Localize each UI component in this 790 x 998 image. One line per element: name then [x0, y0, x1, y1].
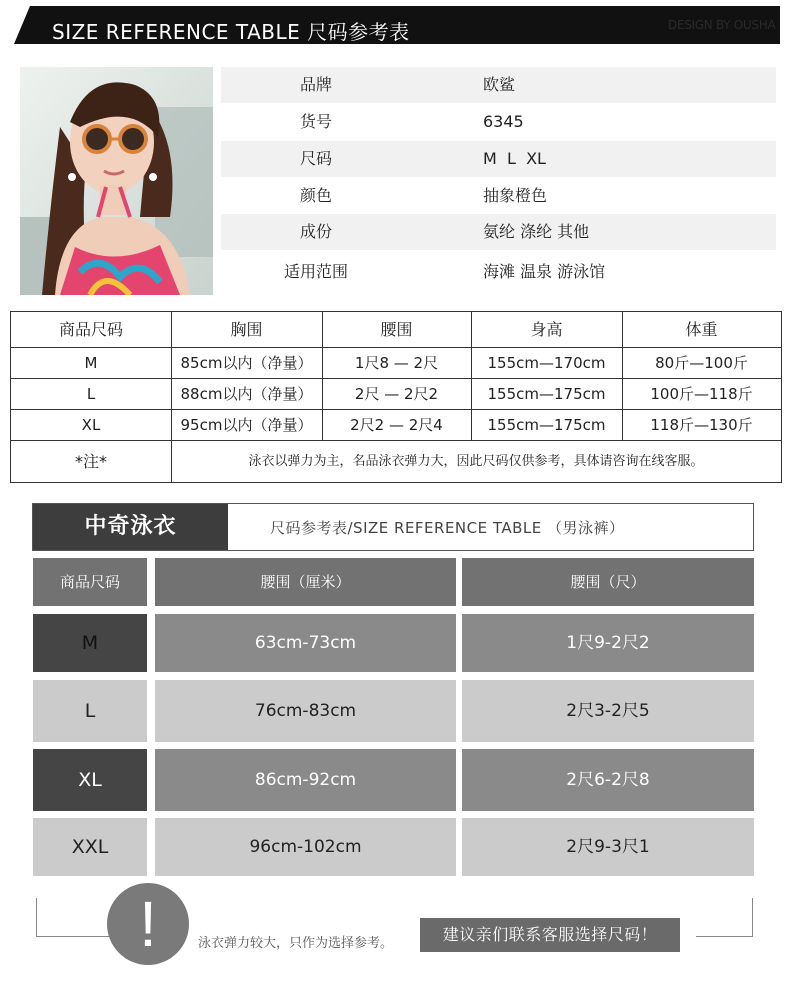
info-row-sizes	[221, 141, 776, 177]
info-label: 尺码	[299, 149, 332, 168]
table-cell: 88cm以内（净量）	[180, 385, 313, 403]
table-header: 胸围	[230, 320, 263, 339]
exclamation-mark: !	[139, 888, 157, 960]
bracket-line	[36, 898, 37, 936]
info-row-color	[221, 178, 776, 214]
note-label: *注*	[74, 452, 107, 471]
info-value: 6345	[483, 112, 524, 131]
contact-service-banner: 建议亲们联系客服选择尺码！	[420, 918, 680, 952]
table-cell: 1尺8 — 2尺	[354, 354, 439, 372]
size-table	[10, 311, 782, 483]
swim-size-cell: XXL	[33, 818, 147, 876]
table-cell: 155cm—175cm	[487, 385, 606, 403]
info-value: 氨纶 涤纶 其他	[483, 222, 590, 241]
table-cell: XL	[81, 416, 101, 434]
table-cell: 2尺 — 2尺2	[354, 385, 439, 403]
table-cell: 100斤—118斤	[650, 385, 753, 403]
swim-table-header: 腰围（厘米）	[155, 558, 456, 606]
swim-cell: 2尺6-2尺8	[462, 749, 754, 811]
swim-cell: 1尺9-2尺2	[462, 614, 754, 672]
table-cell: 80斤—100斤	[655, 354, 748, 372]
design-credit: DESIGN BY OUSHA	[668, 18, 776, 32]
table-header: 身高	[530, 320, 563, 339]
table-cell: 118斤—130斤	[650, 416, 753, 434]
info-label: 适用范围	[283, 262, 348, 281]
swim-size-cell: XL	[33, 749, 147, 811]
table-header: 体重	[685, 320, 718, 339]
info-value: 抽象橙色	[483, 186, 548, 205]
bracket-line	[696, 936, 753, 937]
swim-cell: 2尺3-2尺5	[462, 680, 754, 742]
table-header: 商品尺码	[58, 320, 123, 339]
bracket-line	[752, 898, 753, 936]
page-title: SIZE REFERENCE TABLE 尺码参考表	[52, 20, 410, 44]
model-photo	[20, 67, 213, 295]
swim-table-header: 商品尺码	[33, 558, 147, 606]
bracket-line	[36, 936, 116, 937]
swim-size-cell: M	[33, 614, 147, 672]
swim-size-cell: L	[33, 680, 147, 742]
swim-cell: 96cm-102cm	[155, 818, 456, 876]
info-value: M L XL	[483, 149, 546, 168]
table-cell: 155cm—175cm	[487, 416, 606, 434]
swim-cell: 63cm-73cm	[155, 614, 456, 672]
swim-cell: 76cm-83cm	[155, 680, 456, 742]
info-row-usage	[221, 254, 776, 290]
info-label: 颜色	[299, 186, 332, 205]
info-label: 成份	[299, 222, 332, 241]
elasticity-note: 泳衣弹力较大，只作为选择参考。	[198, 936, 394, 951]
table-cell: 155cm—170cm	[487, 354, 606, 372]
info-label: 品牌	[299, 75, 332, 94]
swim-brand: 中奇泳衣	[33, 504, 228, 550]
note-text: 泳衣以弹力为主，名品泳衣弹力大，因此尺码仅供参考，具体请咨询在线客服。	[248, 454, 704, 469]
swim-table-header: 腰围（尺）	[462, 558, 754, 606]
info-row-item-number	[221, 104, 776, 140]
table-cell: L	[86, 385, 96, 403]
swim-subtitle: 尺码参考表/SIZE REFERENCE TABLE （男泳裤）	[270, 519, 625, 537]
info-row-material	[221, 214, 776, 250]
info-value: 海滩 温泉 游泳馆	[483, 262, 606, 281]
swim-cell: 2尺9-3尺1	[462, 818, 754, 876]
table-header: 腰围	[380, 320, 413, 339]
swim-cell: 86cm-92cm	[155, 749, 456, 811]
table-cell: 95cm以内（净量）	[180, 416, 313, 434]
table-cell: 85cm以内（净量）	[180, 354, 313, 372]
table-cell: M	[84, 354, 98, 372]
info-label: 货号	[299, 112, 332, 131]
info-value: 欧鲨	[483, 75, 516, 94]
table-cell: 2尺2 — 2尺4	[350, 416, 443, 434]
info-row-brand	[221, 67, 776, 103]
